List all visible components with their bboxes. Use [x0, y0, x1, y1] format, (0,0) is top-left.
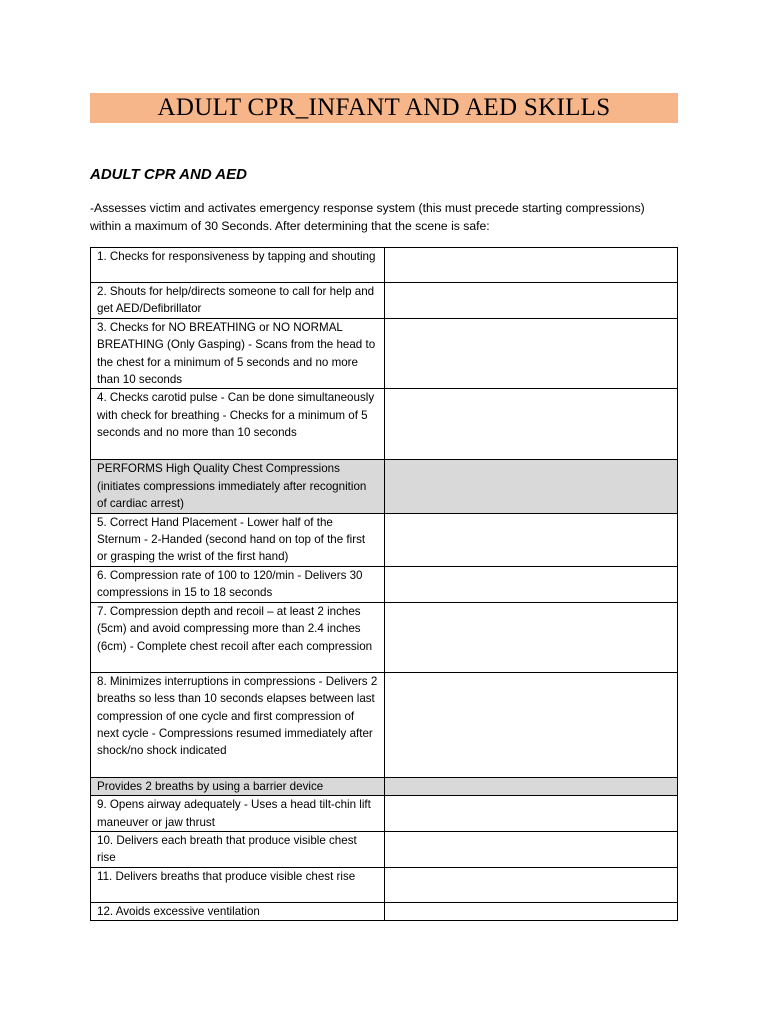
checklist-score-cell[interactable]	[385, 283, 678, 319]
intro-text	[90, 199, 690, 235]
checklist-item-text: 8. Minimizes interruptions in compressions - Delivers 2 breaths so less than 10 seconds elapses between last compression of one cycle and first compression of next cycle - Compressions resumed immediately after shock/no shock indicated	[91, 672, 385, 777]
checklist-section-row	[91, 460, 678, 513]
checklist-score-cell[interactable]	[385, 867, 678, 902]
checklist-row	[91, 831, 678, 867]
checklist-section-label: PERFORMS High Quality Chest Compressions (initiates compressions immediately after recognition of cardiac arrest)	[91, 460, 385, 513]
checklist-row	[91, 902, 678, 920]
checklist-item-text: 3. Checks for NO BREATHING or NO NORMAL BREATHING (Only Gasping) - Scans from the head to the chest for a minimum of 5 seconds and no more than 10 seconds	[91, 318, 385, 389]
checklist-score-cell[interactable]	[385, 672, 678, 777]
section-heading: ADULT CPR AND AED	[90, 166, 247, 183]
checklist-item-text: 7. Compression depth and recoil – at least 2 inches (5cm) and avoid compressing more than 2.4 inches (6cm) - Complete chest recoil after each compression	[91, 602, 385, 672]
checklist-score-cell[interactable]	[385, 602, 678, 672]
checklist-item-text: 12. Avoids excessive ventilation	[91, 902, 385, 920]
checklist-score-cell[interactable]	[385, 318, 678, 389]
checklist-score-cell[interactable]	[385, 902, 678, 920]
checklist-row	[91, 389, 678, 460]
checklist-row	[91, 566, 678, 602]
checklist-row	[91, 672, 678, 777]
checklist-row	[91, 283, 678, 319]
document-title: ADULT CPR_INFANT AND AED SKILLS	[157, 94, 611, 121]
checklist-item-text: 1. Checks for responsiveness by tapping and shouting	[91, 248, 385, 283]
checklist-item-text: 11. Delivers breaths that produce visible chest rise	[91, 867, 385, 902]
checklist-score-cell	[385, 777, 678, 795]
intro-line-1: -Assesses victim and activates emergency response system (this must precede starting compressions)	[90, 201, 645, 215]
checklist-row	[91, 248, 678, 283]
checklist-item-text: 6. Compression rate of 100 to 120/min - Delivers 30 compressions in 15 to 18 seconds	[91, 566, 385, 602]
checklist-score-cell[interactable]	[385, 248, 678, 283]
checklist-score-cell	[385, 460, 678, 513]
checklist-row	[91, 867, 678, 902]
checklist-item-text: 2. Shouts for help/directs someone to call for help and get AED/Defibrillator	[91, 283, 385, 319]
skills-checklist-table	[90, 247, 678, 921]
checklist-row	[91, 318, 678, 389]
intro-line-2: within a maximum of 30 Seconds. After determining that the scene is safe:	[90, 219, 490, 233]
checklist-score-cell[interactable]	[385, 796, 678, 832]
checklist-section-row	[91, 777, 678, 795]
checklist-item-text: 5. Correct Hand Placement - Lower half of the Sternum - 2-Handed (second hand on top of the first or grasping the wrist of the first hand)	[91, 513, 385, 566]
checklist-score-cell[interactable]	[385, 831, 678, 867]
checklist-row	[91, 513, 678, 566]
checklist-section-label: Provides 2 breaths by using a barrier device	[91, 777, 385, 795]
checklist-item-text: 4. Checks carotid pulse - Can be done simultaneously with check for breathing - Checks for a minimum of 5 seconds and no more than 10 seconds	[91, 389, 385, 460]
checklist-item-text: 10. Delivers each breath that produce visible chest rise	[91, 831, 385, 867]
checklist-row	[91, 602, 678, 672]
checklist-score-cell[interactable]	[385, 513, 678, 566]
checklist-score-cell[interactable]	[385, 566, 678, 602]
document-title-bar	[90, 93, 678, 123]
checklist-score-cell[interactable]	[385, 389, 678, 460]
checklist-row	[91, 796, 678, 832]
checklist-item-text: 9. Opens airway adequately - Uses a head tilt-chin lift maneuver or jaw thrust	[91, 796, 385, 832]
